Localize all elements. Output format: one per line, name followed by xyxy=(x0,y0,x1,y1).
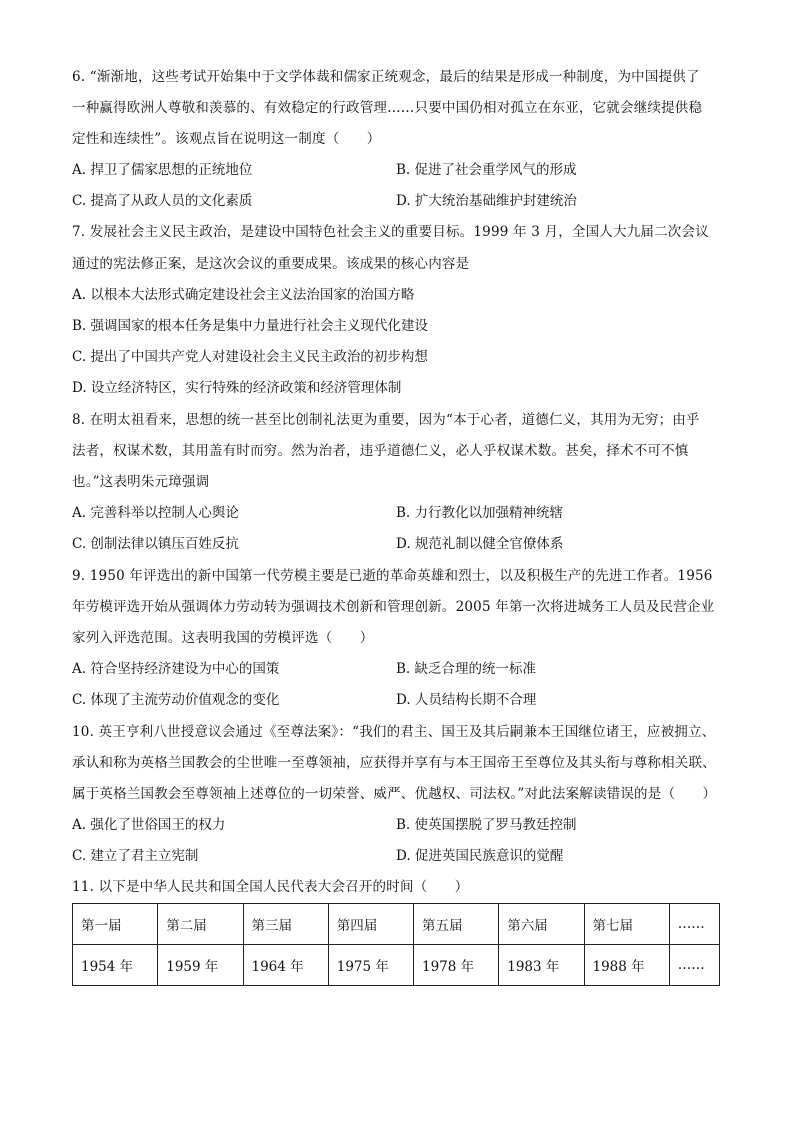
q9-option-a: A. 符合坚持经济建设为中心的国策 xyxy=(72,661,280,677)
congress-table xyxy=(72,903,720,986)
q8-line-3: 也。”这表明朱元璋强调 xyxy=(72,474,210,490)
q8-line-1: 8. 在明太祖看来，思想的统一甚至比创制礼法更为重要，因为“本于心者，道德仁义，其用为无穷；由乎 xyxy=(72,412,700,428)
table-header-cell: 第六届 xyxy=(499,904,584,945)
q8-option-d: D. 规范礼制以健全官僚体系 xyxy=(396,536,564,552)
table-header-cell: 第五届 xyxy=(414,904,499,945)
table-row xyxy=(73,945,720,986)
q6-option-c: C. 提高了从政人员的文化素质 xyxy=(72,193,253,209)
table-header-cell: 第二届 xyxy=(158,904,243,945)
q10-line-1: 10. 英王亨利八世授意议会通过《至尊法案》：“我们的君主、国王及其后嗣兼本王国继位诸王，应被拥立、 xyxy=(72,724,716,740)
q9-option-c: C. 体现了主流劳动价值观念的变化 xyxy=(72,692,280,708)
q6-line-2: 一种赢得欧洲人尊敬和羡慕的、有效稳定的行政管理……只要中国仍相对孤立在东亚，它就会继续提供稳 xyxy=(72,100,703,116)
table-header-cell: 第七届 xyxy=(584,904,669,945)
q10-option-d: D. 促进英国民族意识的觉醒 xyxy=(396,848,564,864)
table-header-cell: 第三届 xyxy=(243,904,328,945)
q9-line-3: 家列入评选范围。这表明我国的劳模评选（ ） xyxy=(72,630,374,646)
table-year-cell: …… xyxy=(669,945,719,986)
q7-option-d: D. 设立经济特区，实行特殊的经济政策和经济管理体制 xyxy=(72,380,402,396)
q11-line-1: 11. 以下是中华人民共和国全国人民代表大会召开的时间（ ） xyxy=(72,879,469,895)
q8-option-b: B. 力行教化以加强精神统辖 xyxy=(396,505,564,521)
table-year-cell: 1983 年 xyxy=(499,945,584,986)
q10-option-a: A. 强化了世俗国王的权力 xyxy=(72,817,226,833)
table-row xyxy=(73,904,720,945)
table-year-cell: 1959 年 xyxy=(158,945,243,986)
q9-option-b: B. 缺乏合理的统一标准 xyxy=(396,661,537,677)
table-header-cell: …… xyxy=(669,904,719,945)
q10-option-b: B. 使英国摆脱了罗马教廷控制 xyxy=(396,817,577,833)
q6-option-b: B. 促进了社会重学风气的形成 xyxy=(396,162,577,178)
q6-line-3: 定性和连续性”。该观点旨在说明这一制度（ ） xyxy=(72,131,381,147)
q10-line-2: 承认和称为英格兰国教会的尘世唯一至尊领袖，应获得并享有与本王国帝王至尊位及其头衔与尊称相关联、 xyxy=(72,755,716,771)
table-header-cell: 第四届 xyxy=(328,904,413,945)
q7-line-2: 通过的宪法修正案，是这次会议的重要成果。该成果的核心内容是 xyxy=(72,256,470,272)
q6-option-a: A. 捍卫了儒家思想的正统地位 xyxy=(72,162,253,178)
q9-line-2: 年劳模评选开始从强调体力劳动转为强调技术创新和管理创新。2005 年第一次将进城务工人员及民营企业 xyxy=(72,599,715,615)
q6-option-d: D. 扩大统治基础维护封建统治 xyxy=(396,193,577,209)
q8-line-2: 法者，权谋术数，其用盖有时而穷。然为治者，违乎道德仁义，必人乎权谋术数。甚矣，择术不可不慎 xyxy=(72,443,689,459)
q8-option-a: A. 完善科举以控制人心舆论 xyxy=(72,505,239,521)
table-year-cell: 1964 年 xyxy=(243,945,328,986)
table-header-cell: 第一届 xyxy=(73,904,158,945)
q9-line-1: 9. 1950 年评选出的新中国第一代劳模主要是已逝的革命英雄和烈士，以及积极生产的先进工作者。1956 xyxy=(72,568,713,584)
table-year-cell: 1988 年 xyxy=(584,945,669,986)
q7-option-a: A. 以根本大法形式确定建设社会主义法治国家的治国方略 xyxy=(72,287,415,303)
q10-option-c: C. 建立了君主立宪制 xyxy=(72,848,199,864)
table-year-cell: 1975 年 xyxy=(328,945,413,986)
q7-option-b: B. 强调国家的根本任务是集中力量进行社会主义现代化建设 xyxy=(72,318,429,334)
q8-option-c: C. 创制法律以镇压百姓反抗 xyxy=(72,536,239,552)
q10-line-3: 属于英格兰国教会至尊领袖上述尊位的一切荣誉、威严、优越权、司法权。”对此法案解读错误的是（ ） xyxy=(72,786,717,802)
table-year-cell: 1978 年 xyxy=(414,945,499,986)
q7-option-c: C. 提出了中国共产党人对建设社会主义民主政治的初步构想 xyxy=(72,349,428,365)
table-year-cell: 1954 年 xyxy=(73,945,158,986)
q6-line-1: 6. “渐渐地，这些考试开始集中于文学体裁和儒家正统观念，最后的结果是形成一种制度，为中国提供了 xyxy=(72,69,700,85)
q9-option-d: D. 人员结构长期不合理 xyxy=(396,692,537,708)
q7-line-1: 7. 发展社会主义民主政治，是建设中国特色社会主义的重要目标。1999 年 3 月，全国人大九届二次会议 xyxy=(72,224,709,240)
